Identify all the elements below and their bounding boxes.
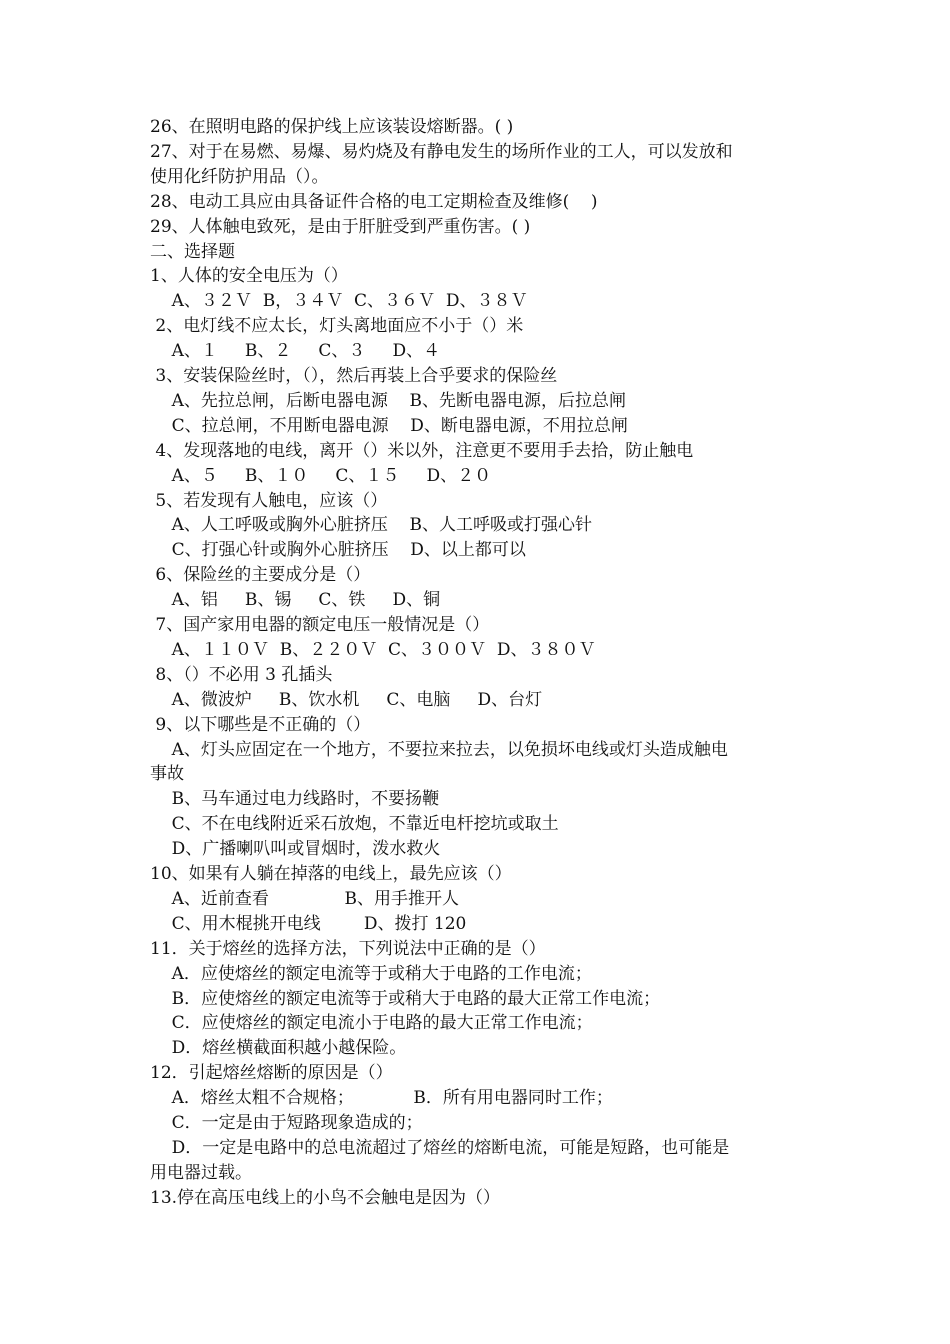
text-line: C、拉总闸，不用断电器电源 D、断电器电源，不用拉总闸 (150, 415, 628, 436)
text-line: A、３２Ｖ B，３４Ｖ C、３６Ｖ D、３８Ｖ (150, 291, 528, 312)
text-line: 2、电灯线不应太长，灯头离地面应不小于（）米 (150, 316, 524, 337)
text-line: B、马车通过电力线路时，不要扬鞭 (150, 789, 440, 810)
text-line: 27、对于在易燃、易爆、易灼烧及有静电发生的场所作业的工人，可以发放和 (150, 141, 733, 162)
text-line: 26、在照明电路的保护线上应该装设熔断器。( ) (150, 117, 514, 137)
text-line: 11．关于熔丝的选择方法，下列说法中正确的是（） (150, 938, 546, 959)
text-line: 6、保险丝的主要成分是（） (150, 565, 371, 586)
text-line: 5、若发现有人触电，应该（） (150, 490, 388, 511)
text-line: 10、如果有人躺在掉落的电线上，最先应该（） (150, 864, 512, 884)
text-line: A．应使熔丝的额定电流等于或稍大于电路的工作电流； (150, 963, 592, 984)
text-line: 4、发现落地的电线，离开（）米以外，注意更不要用手去拾，防止触电 (150, 440, 694, 461)
text-line: 7、国产家用电器的额定电压一般情况是（） (150, 615, 490, 635)
text-line: 事故 (150, 764, 184, 785)
text-line: C、用木棍挑开电线 D、拨打 120 (150, 913, 467, 934)
text-line: A．熔丝太粗不合规格； B．所有用电器同时工作； (150, 1088, 613, 1109)
text-line: 1、人体的安全电压为（） (150, 266, 348, 287)
text-line: D．熔丝横截面积越小越保险。 (150, 1038, 407, 1059)
text-line: 二、选择题 (150, 241, 235, 262)
text-line: A、先拉总闸，后断电器电源 B、先断电器电源，后拉总闸 (150, 390, 626, 411)
text-line: A、５ B、１０ C、１５ D、２０ (150, 465, 492, 486)
text-line: D．一定是电路中的总电流超过了熔丝的熔断电流，可能是短路，也可能是 (150, 1137, 730, 1158)
text-line: 28、电动工具应由具备证件合格的电工定期检查及维修( ) (150, 191, 598, 212)
text-line: A、铝 B、锡 C、铁 D、铜 (150, 590, 441, 611)
text-line: A、微波炉 B、饮水机 C、电脑 D、台灯 (150, 689, 543, 710)
text-line: D、广播喇叭叫或冒烟时，泼水救火 (150, 839, 441, 860)
text-line: A、１ B、２ C、３ D、４ (150, 341, 441, 362)
text-line: A、灯头应固定在一个地方，不要拉来拉去，以免损坏电线或灯头造成触电 (150, 739, 728, 760)
text-line: C、不在电线附近采石放炮，不靠近电杆挖坑或取土 (150, 814, 559, 835)
text-line: C、打强心针或胸外心脏挤压 D、以上都可以 (150, 540, 526, 561)
text-line: 3、安装保险丝时，（），然后再装上合乎要求的保险丝 (150, 366, 558, 386)
text-line: 8、（）不必用 3 孔插头 (150, 664, 333, 685)
text-line: 29、人体触电致死，是由于肝脏受到严重伤害。( ) (150, 216, 531, 237)
text-line: 12．引起熔丝熔断的原因是（） (150, 1063, 393, 1084)
text-line: C．应使熔丝的额定电流小于电路的最大正常工作电流； (150, 1013, 593, 1034)
text-line: B．应使熔丝的额定电流等于或稍大于电路的最大正常工作电流； (150, 988, 661, 1009)
text-line: A、１１０Ｖ B、２２０Ｖ C、３００Ｖ D、３８０Ｖ (150, 639, 596, 660)
text-line: C．一定是由于短路现象造成的； (150, 1113, 423, 1133)
text-line: A、近前查看 B、用手推开人 (150, 888, 460, 909)
text-line: A、人工呼吸或胸外心脏挤压 B、人工呼吸或打强心针 (150, 515, 592, 536)
text-line: 使用化纤防护用品（）。 (150, 166, 329, 187)
text-line: 9、以下哪些是不正确的（） (150, 714, 371, 735)
text-line: 用电器过载。 (150, 1162, 252, 1183)
text-line: 13.停在高压电线上的小鸟不会触电是因为（） (150, 1187, 501, 1208)
